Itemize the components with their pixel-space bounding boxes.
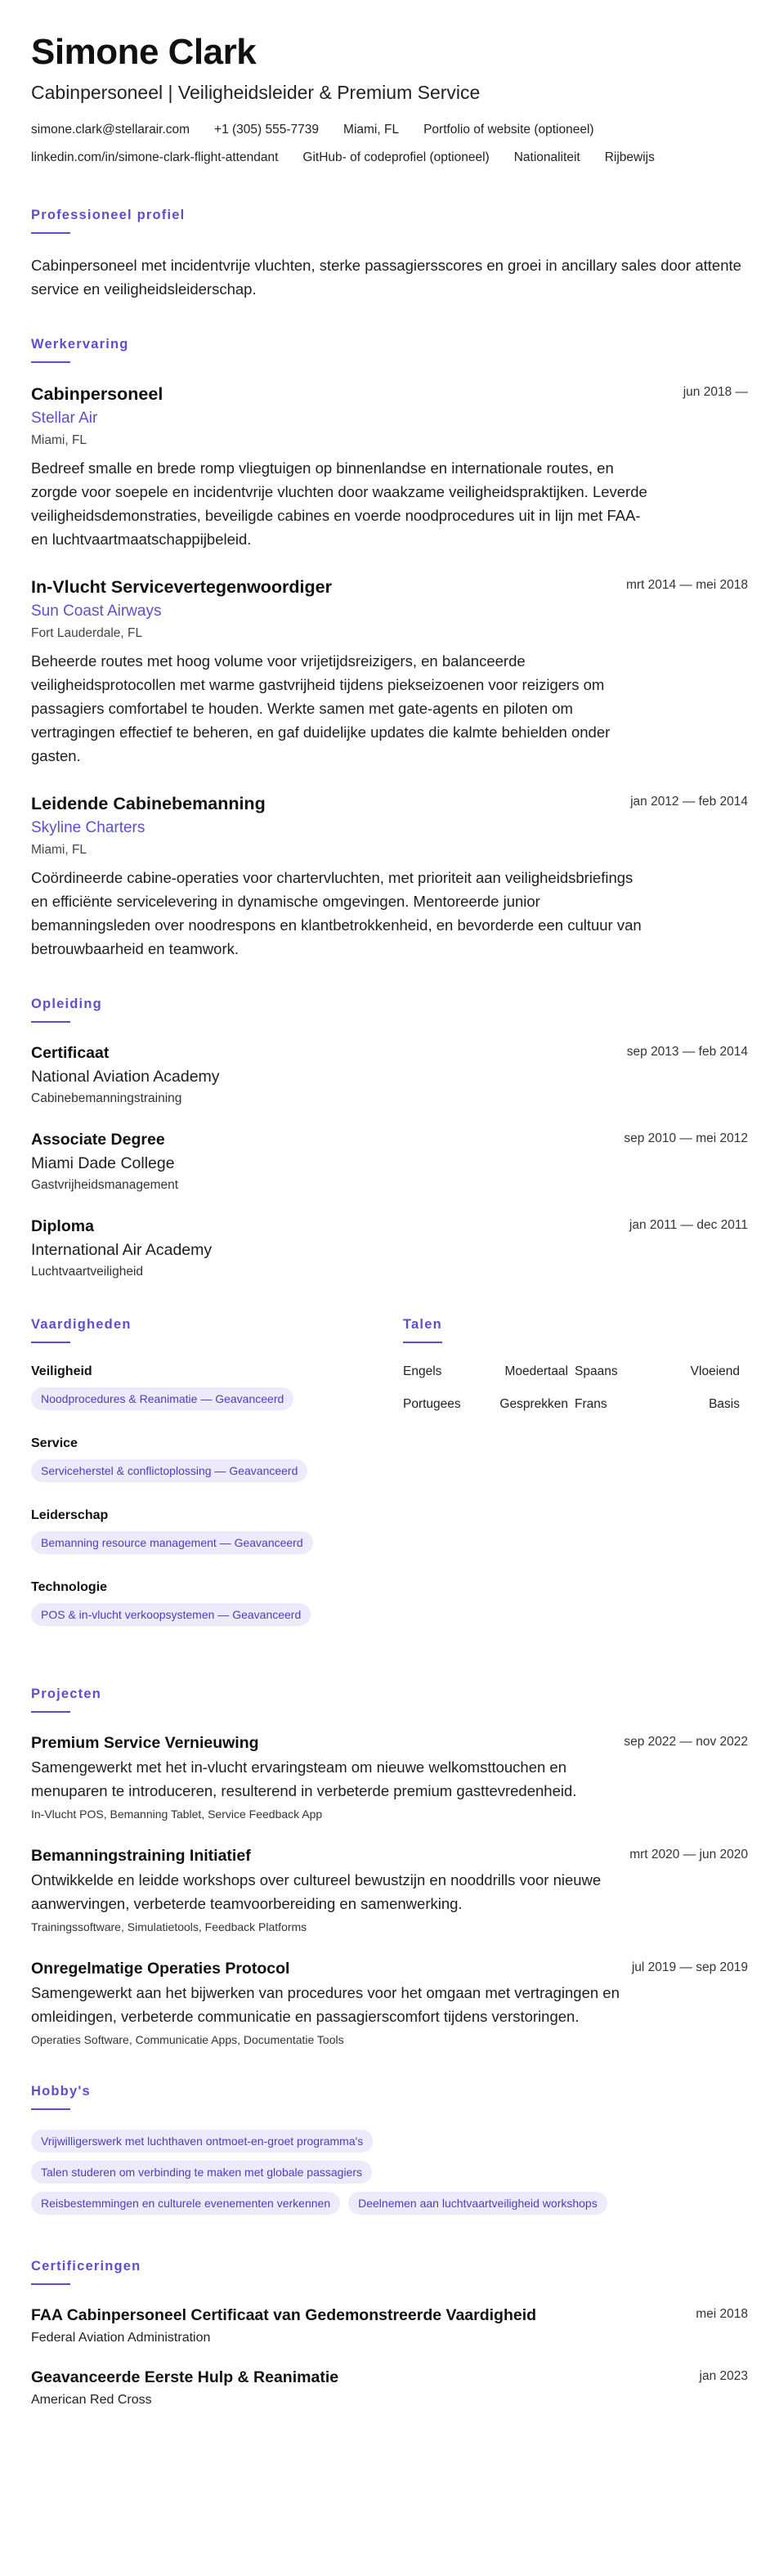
language-name: Spaans (575, 1364, 618, 1378)
project-tech: In-Vlucht POS, Bemanning Tablet, Service Feedback App (31, 1808, 323, 1821)
language-level: Basis (709, 1397, 740, 1411)
candidate-headline: Cabinpersoneel | Veiligheidsleider & Premium Service (31, 82, 481, 103)
contact-linkedin[interactable]: linkedin.com/in/simone-clark-flight-attendant (31, 150, 279, 164)
education-degree: Diploma (31, 1217, 94, 1235)
education-section (31, 995, 748, 1281)
education-degree: Associate Degree (31, 1131, 165, 1149)
hobby-chip: Vrijwilligerswerk met luchthaven ontmoet-en-groet programma's (31, 2130, 373, 2153)
contact-portfolio[interactable]: Portfolio of website (optioneel) (423, 123, 594, 137)
education-entry (31, 1216, 748, 1281)
skill-chip: Bemanning resource management — Geavanceerd (31, 1531, 313, 1554)
skill-chip: Serviceherstel & conflictoplossing — Geavanceerd (31, 1459, 307, 1482)
job-description: Beheerde routes met hoog volume voor vrijetijdsreizigers, en balanceerde veiligheidsprotocollen met warme gastvrijheid tijdens piekseizoenen voor reizigers om passagiers comfortabel te houden. Werkte samen met gate-agents en piloten om vertragingen effectief te beheren, en gaf duidelijke updates die kalmte behielden onder gasten. (31, 652, 611, 764)
contact-github[interactable]: GitHub- of codeprofiel (optioneel) (302, 150, 490, 164)
project-dates: jul 2019 — sep 2019 (631, 1960, 748, 1974)
certifications-section (31, 2257, 748, 2409)
project-description: Samengewerkt aan het bijwerken van procedures voor het omgaan met vertragingen en omleidingen, verbeterde communicatie en passagierscomfort tijdens verstoringen. (31, 1984, 620, 2025)
section-divider (31, 2108, 70, 2110)
job-dates: jun 2018 — (683, 385, 748, 399)
language-level: Moedertaal (504, 1364, 568, 1378)
project-tech: Operaties Software, Communicatie Apps, Documentatie Tools (31, 2033, 344, 2046)
skill-group (31, 1435, 403, 1490)
education-field: Luchtvaartveiligheid (31, 1265, 144, 1279)
education-school: National Aviation Academy (31, 1068, 220, 1086)
hobbies-section (31, 2082, 748, 2223)
languages-column (403, 1315, 746, 1651)
project-dates: mrt 2020 — jun 2020 (629, 1848, 748, 1861)
certification-issuer: American Red Cross (31, 2393, 152, 2407)
language-level: Vloeiend (690, 1364, 740, 1378)
section-divider (31, 1342, 70, 1343)
job-company: Skyline Charters (31, 819, 146, 836)
profile-section (31, 206, 748, 301)
project-entry (31, 1845, 748, 1935)
certification-date: jan 2023 (699, 2369, 748, 2383)
education-degree: Certificaat (31, 1044, 110, 1062)
skill-category: Service (31, 1436, 78, 1450)
education-entry (31, 1129, 748, 1194)
hobby-chip: Reisbestemmingen en culturele evenementen verkennen (31, 2192, 340, 2215)
education-dates: jan 2011 — dec 2011 (629, 1218, 748, 1232)
job-location: Miami, FL (31, 843, 87, 857)
skill-chip: POS & in-vlucht verkoopsystemen — Geavanceerd (31, 1603, 311, 1626)
section-divider (31, 1021, 70, 1023)
hobby-list (31, 2130, 685, 2223)
skill-group (31, 1363, 403, 1418)
section-title: Projecten (31, 1687, 101, 1701)
project-description: Samengewerkt met het in-vlucht ervaringsteam om nieuwe welkomsttouchen en menuparen te introduceren, resulterend in verbeterde premium gasttevredenheid. (31, 1758, 577, 1799)
language-name: Portugees (403, 1397, 461, 1411)
project-dates: sep 2022 — nov 2022 (624, 1735, 748, 1749)
project-entry (31, 1732, 748, 1822)
certification-issuer: Federal Aviation Administration (31, 2331, 211, 2345)
section-title: Certificeringen (31, 2259, 141, 2274)
hobby-chip: Talen studeren om verbinding te maken met globale passagiers (31, 2161, 372, 2184)
language-name: Frans (575, 1397, 607, 1411)
job-company: Stellar Air (31, 410, 98, 427)
job-title: Leidende Cabinebemanning (31, 794, 266, 813)
education-school: International Air Academy (31, 1241, 213, 1259)
certification-name: FAA Cabinpersoneel Certificaat van Gedemonstreerde Vaardigheid (31, 2306, 537, 2324)
skills-languages-section (31, 1315, 748, 1651)
project-title: Bemanningstraining Initiatief (31, 1847, 251, 1865)
section-title: Opleiding (31, 997, 102, 1011)
certification-entry (31, 2367, 748, 2409)
section-divider (31, 1711, 70, 1713)
education-dates: sep 2010 — mei 2012 (624, 1131, 748, 1145)
job-description: Coördineerde cabine-operaties voor chartervluchten, met prioriteit aan veiligheidsbriefings en efficiënte servicelevering in dynamische omgevingen. Mentoreerde junior bemanningsleden over noodrespons en klantbetrokkenheid, en bevorderde een cultuur van betrouwbaarheid en teamwork. (31, 869, 642, 957)
skill-group (31, 1579, 403, 1634)
skill-category: Leiderschap (31, 1508, 109, 1522)
education-field: Cabinebemanningstraining (31, 1091, 182, 1105)
job-title: In-Vlucht Servicevertegenwoordiger (31, 577, 332, 597)
certification-date: mei 2018 (696, 2307, 748, 2321)
section-title: Hobby's (31, 2084, 91, 2099)
profile-summary: Cabinpersoneel met incidentvrije vluchten, sterke passagiersscores en groei in ancillary sales door attente service en veiligheidsleiderschap. (31, 257, 741, 298)
language-name: Engels (403, 1364, 442, 1378)
education-entry (31, 1042, 748, 1108)
job-description: Bedreef smalle en brede romp vliegtuigen op binnenlandse en internationale routes, en zorgde voor soepele en incidentvrije vluchten door waakzame veiligheidspraktijken. Leverde veiligheidsdemonstraties, beveiligde cabines en voerde noodprocedures uit in lijn met FAA- en luchtvaartmaatschappijbeleid. (31, 459, 647, 548)
hobby-chip: Deelnemen aan luchtvaartveiligheid workshops (348, 2192, 607, 2215)
certification-entry (31, 2305, 748, 2347)
job-location: Fort Lauderdale, FL (31, 626, 143, 640)
job-entry (31, 383, 748, 551)
job-title: Cabinpersoneel (31, 384, 163, 404)
project-title: Onregelmatige Operaties Protocol (31, 1960, 290, 1978)
job-entry (31, 576, 748, 768)
resume-header (31, 31, 748, 172)
project-entry (31, 1958, 748, 2048)
contact-phone[interactable]: +1 (305) 555-7739 (214, 123, 320, 137)
contact-email[interactable]: simone.clark@stellarair.com (31, 123, 190, 137)
job-entry (31, 792, 748, 961)
job-dates: mrt 2014 — mei 2018 (625, 578, 748, 592)
language-list (403, 1363, 746, 1413)
skill-chip: Noodprocedures & Reanimatie — Geavanceerd (31, 1387, 293, 1410)
candidate-name: Simone Clark (31, 32, 257, 72)
job-location: Miami, FL (31, 433, 87, 447)
section-divider (31, 361, 70, 363)
projects-section (31, 1685, 748, 2048)
skill-group (31, 1507, 403, 1562)
education-school: Miami Dade College (31, 1154, 175, 1172)
contact-location: Miami, FL (343, 123, 400, 137)
education-field: Gastvrijheidsmanagement (31, 1178, 179, 1192)
contact-list (31, 116, 748, 172)
section-title: Werkervaring (31, 337, 129, 352)
section-title: Talen (403, 1317, 442, 1332)
education-dates: sep 2013 — feb 2014 (626, 1045, 748, 1059)
section-title: Professioneel profiel (31, 208, 186, 222)
experience-section (31, 335, 748, 961)
section-divider (31, 2283, 70, 2285)
project-description: Ontwikkelde en leidde workshops over cultureel bewustzijn en nooddrills voor nieuwe aanwervingen, verbeterde teamvoorbereiding en samenwerking. (31, 1871, 602, 1912)
skill-category: Technologie (31, 1580, 108, 1594)
project-title: Premium Service Vernieuwing (31, 1734, 259, 1752)
skills-column (31, 1315, 403, 1651)
section-divider (31, 232, 70, 234)
project-tech: Trainingssoftware, Simulatietools, Feedback Platforms (31, 1920, 307, 1933)
certification-name: Geavanceerde Eerste Hulp & Reanimatie (31, 2368, 339, 2386)
skill-category: Veiligheid (31, 1364, 92, 1378)
contact-license: Rijbewijs (604, 150, 655, 164)
contact-nationality: Nationaliteit (513, 150, 580, 164)
job-company: Sun Coast Airways (31, 603, 162, 620)
language-level: Gesprekken (499, 1397, 568, 1411)
section-divider (403, 1342, 442, 1343)
section-title: Vaardigheden (31, 1317, 132, 1332)
job-dates: jan 2012 — feb 2014 (630, 795, 748, 809)
